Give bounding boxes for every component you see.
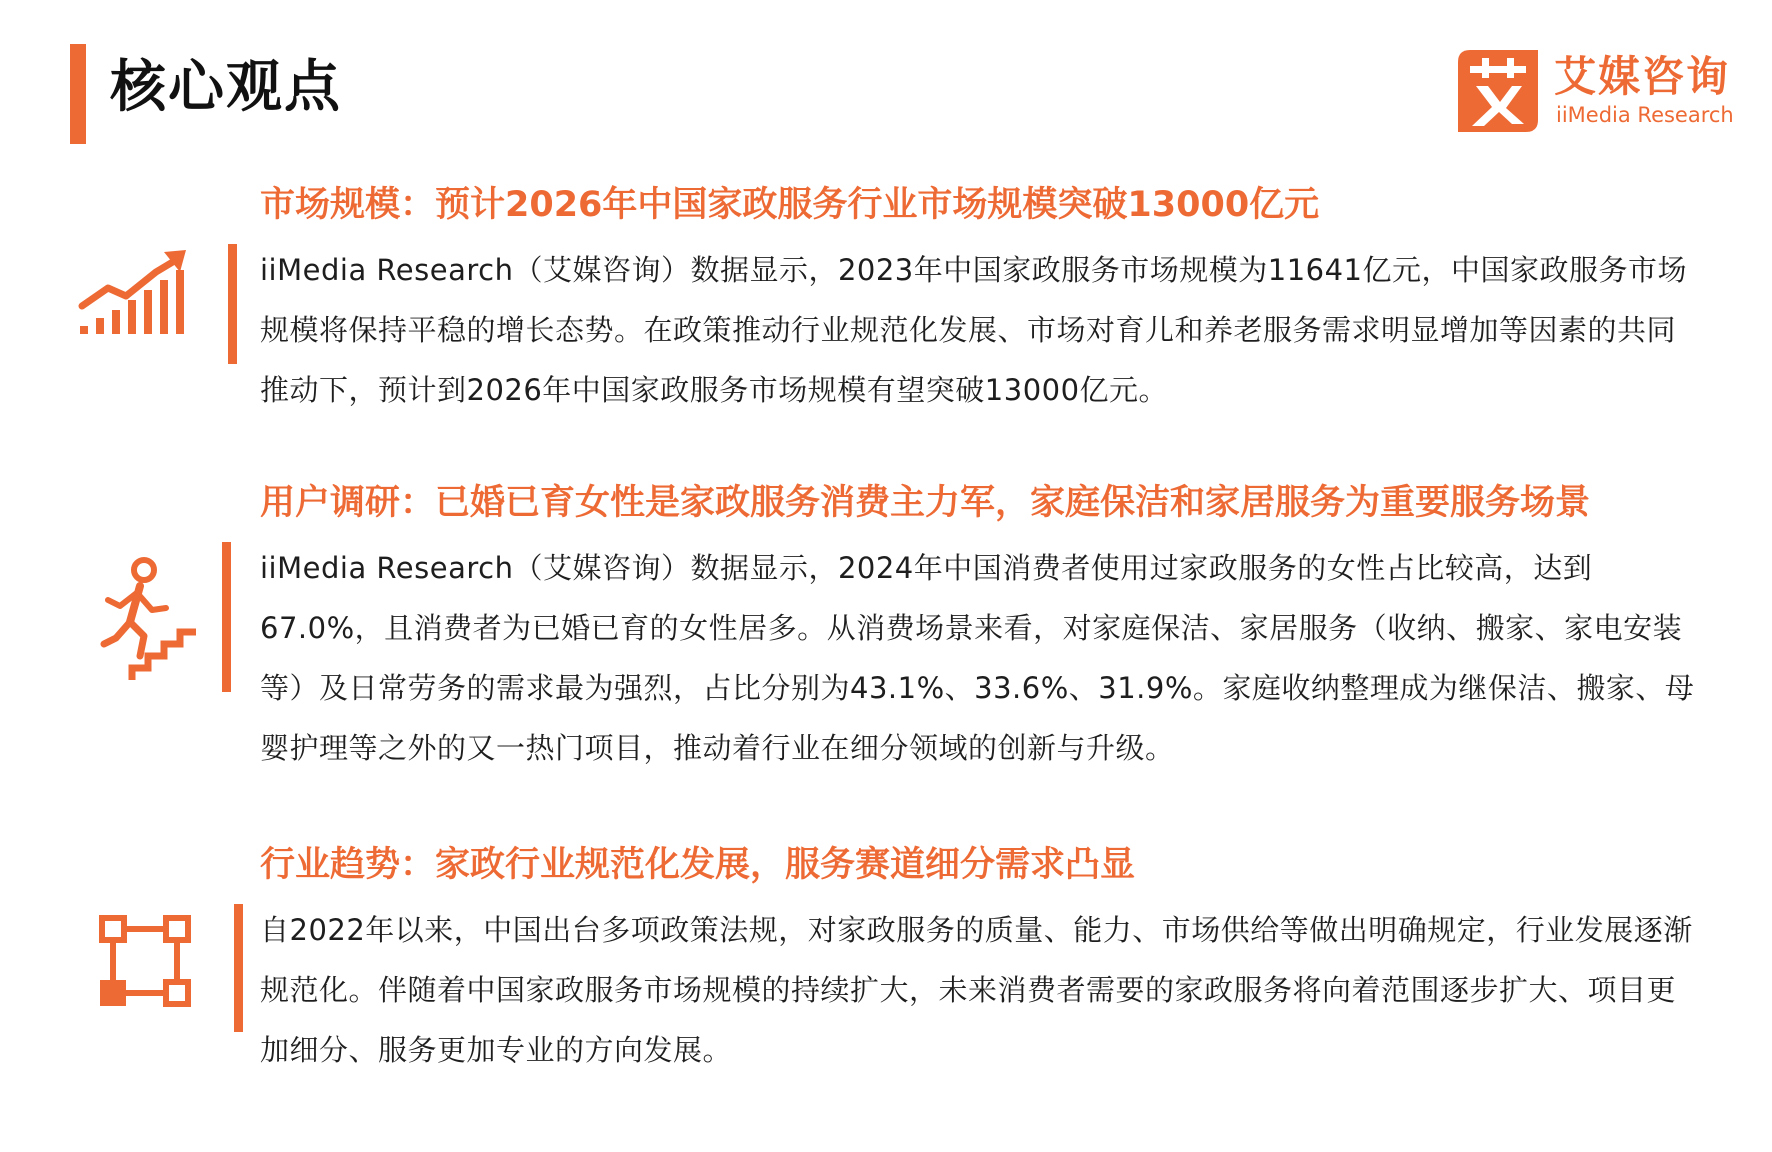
section-accent-bar: [228, 244, 237, 364]
logo-name-cn: 艾媒咨询: [1554, 52, 1731, 101]
growth-chart-icon: [78, 248, 190, 338]
section-body: iiMedia Research（艾媒咨询）数据显示，2023年中国家政服务市场规模为11641亿元，中国家政服务市场规模将保持平稳的增长态势。在政策推动行业规范化发展、市场对育儿和养老服务需求明显增加等因素的共同推动下，预计到2026年中国家政服务市场规模有望突破13000亿元。: [260, 253, 1688, 407]
brand-logo: [1458, 46, 1748, 136]
page-title: 核心观点: [110, 55, 342, 120]
section-body: iiMedia Research（艾媒咨询）数据显示，2024年中国消费者使用过家政服务的女性占比较高，达到67.0%，且消费者为已婚已育的女性居多。从消费场景来看，对家庭保洁、家居服务（收纳、搬家、家电安装等）及日常劳务的需求最为强烈，占比分别为43.1%、33.6%、31.9%。家庭收纳整理成为继保洁、搬家、母婴护理等之外的又一热门项目，推动着行业在细分领域的创新与升级。: [260, 551, 1695, 765]
title-accent-bar: [70, 44, 86, 144]
section-body: 自2022年以来，中国出台多项政策法规，对家政服务的质量、能力、市场供给等做出明确规定，行业发展逐渐规范化。伴随着中国家政服务市场规模的持续扩大，未来消费者需要的家政服务将向着范围逐步扩大、项目更加细分、服务更加专业的方向发展。: [260, 913, 1693, 1067]
person-climbing-stairs-icon: [100, 556, 200, 682]
section-accent-bar: [234, 904, 243, 1032]
section-heading: 市场规模：预计2026年中国家政服务行业市场规模突破13000亿元: [260, 185, 1320, 225]
section-accent-bar: [222, 542, 231, 692]
section-heading: 用户调研：已婚已育女性是家政服务消费主力军，家庭保洁和家居服务为重要服务场景: [260, 483, 1591, 523]
logo-name-en: iiMedia Research: [1556, 103, 1734, 127]
network-nodes-icon: [98, 914, 192, 1008]
section-heading: 行业趋势：家政行业规范化发展，服务赛道细分需求凸显: [260, 845, 1136, 885]
logo-mark-icon: [1458, 50, 1538, 132]
